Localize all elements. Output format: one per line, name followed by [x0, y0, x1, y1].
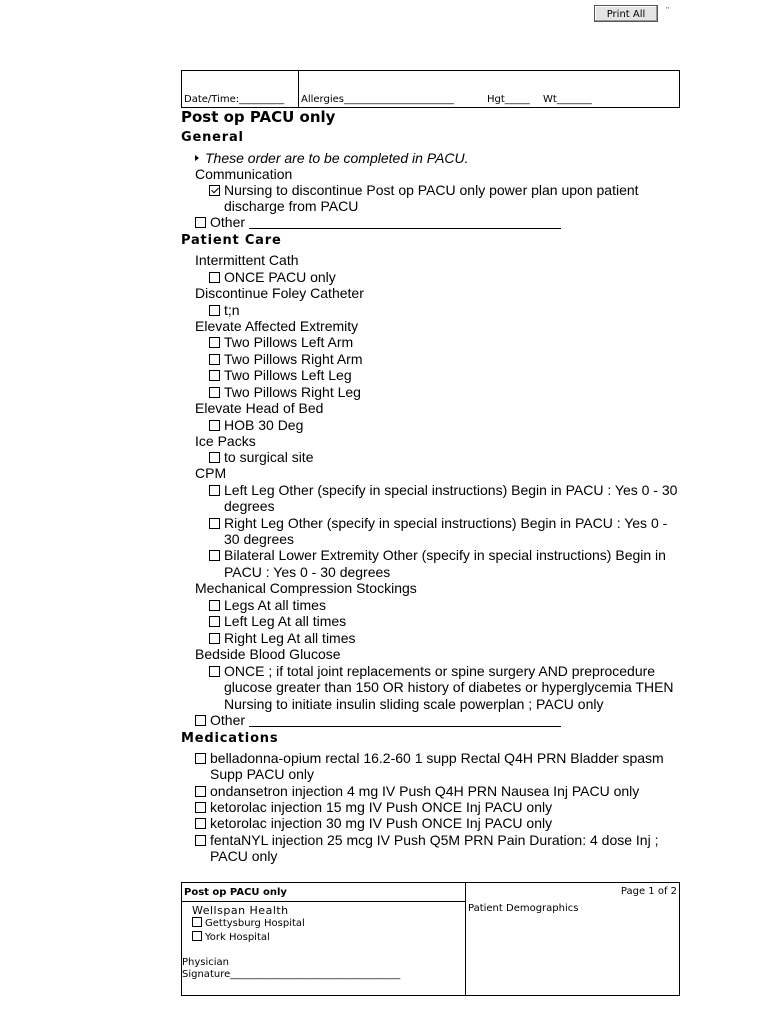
order-glucose-once[interactable]: ONCE ; if total joint replacements or spine surgery AND preprocedure: [209, 663, 655, 679]
order-patient-care-other[interactable]: Other: [195, 712, 561, 728]
weight-field[interactable]: Wt_______: [543, 94, 592, 105]
checkbox[interactable]: [195, 217, 206, 228]
order-once-pacu[interactable]: ONCE PACU only: [209, 269, 336, 285]
checkbox[interactable]: [209, 633, 220, 644]
date-time-field[interactable]: Date/Time:_________: [184, 94, 285, 105]
other-input-line[interactable]: [249, 714, 561, 727]
footer-box: [181, 882, 680, 996]
blood-glucose-heading: Bedside Blood Glucose: [195, 646, 341, 662]
footer-page-number: Page 1 of 2: [620, 886, 677, 897]
checkbox[interactable]: [209, 600, 220, 611]
order-ketorolac-30[interactable]: ketorolac injection 30 mg IV Push ONCE Inj PACU only: [195, 815, 552, 831]
height-field[interactable]: Hgt_____: [487, 94, 530, 105]
checkbox[interactable]: [209, 387, 220, 398]
order-glucose-cont-2: Nursing to initiate insulin sliding scale powerplan ; PACU only: [224, 696, 604, 712]
order-glucose-cont-1: glucose greater than 150 OR history of diabetes or hyperglycemia THEN: [224, 679, 674, 695]
order-pillows-right-arm[interactable]: Two Pillows Right Arm: [209, 351, 362, 367]
checkbox[interactable]: [195, 753, 206, 764]
allergies-field[interactable]: Allergies______________________: [301, 94, 454, 105]
order-cpm-right-leg[interactable]: Right Leg Other (specify in special instructions) Begin in PACU : Yes 0 -: [209, 515, 667, 531]
order-left-leg-all-times[interactable]: Left Leg At all times: [209, 613, 346, 629]
order-header-box: [181, 70, 680, 108]
footer-plan-title: Post op PACU only: [184, 887, 287, 898]
hospital-york[interactable]: York Hospital: [192, 931, 270, 943]
checkbox[interactable]: [209, 420, 220, 431]
checkbox[interactable]: [209, 485, 220, 496]
order-tn[interactable]: t;n: [209, 302, 240, 318]
order-fentanyl-cont: PACU only: [210, 848, 278, 864]
order-cpm-left-leg-cont: degrees: [224, 498, 275, 514]
order-belladonna[interactable]: belladonna-opium rectal 16.2-60 1 supp Rectal Q4H PRN Bladder spasm: [195, 750, 664, 766]
order-surgical-site[interactable]: to surgical site: [209, 449, 313, 465]
order-pillows-left-arm[interactable]: Two Pillows Left Arm: [209, 334, 353, 350]
order-cpm-right-leg-cont: 30 degrees: [224, 531, 295, 547]
checkbox[interactable]: [195, 835, 206, 846]
order-pillows-left-leg[interactable]: Two Pillows Left Leg: [209, 367, 352, 383]
checkbox[interactable]: [209, 370, 220, 381]
patient-demographics-label: Patient Demographics: [468, 903, 579, 914]
general-note: These order are to be completed in PACU.: [195, 150, 469, 166]
order-cpm-bilateral[interactable]: Bilateral Lower Extremity Other (specify in special instructions) Begin in: [209, 547, 666, 563]
checkbox[interactable]: [195, 715, 206, 726]
order-belladonna-cont: Supp PACU only: [210, 766, 315, 782]
checkbox[interactable]: [195, 786, 206, 797]
checkbox[interactable]: [192, 917, 202, 927]
physician-label: Physician: [182, 957, 230, 968]
footer-horizontal-divider: [182, 901, 466, 902]
order-cpm-bilateral-cont: PACU : Yes 0 - 30 degrees: [224, 564, 391, 580]
order-pillows-right-leg[interactable]: Two Pillows Right Leg: [209, 384, 361, 400]
section-medications: Medications: [181, 731, 279, 746]
checkbox[interactable]: [195, 802, 206, 813]
footer-organization: Wellspan Health: [192, 904, 289, 917]
order-ondansetron[interactable]: ondansetron injection 4 mg IV Push Q4H PRN Nausea Inj PACU only: [195, 783, 639, 799]
footer-vertical-divider: [465, 883, 466, 995]
print-all-button[interactable]: Print All: [594, 5, 658, 22]
communication-heading: Communication: [195, 166, 293, 182]
header-divider: [298, 71, 299, 107]
elevate-head-heading: Elevate Head of Bed: [195, 400, 324, 416]
order-nursing-discontinue[interactable]: Nursing to discontinue Post op PACU only power plan upon patient: [209, 182, 639, 198]
compression-heading: Mechanical Compression Stockings: [195, 580, 417, 596]
cpm-heading: CPM: [195, 465, 227, 481]
order-legs-all-times[interactable]: Legs At all times: [209, 597, 326, 613]
checkbox-checked[interactable]: [209, 185, 220, 196]
print-mark: '': [666, 6, 670, 15]
order-right-leg-all-times[interactable]: Right Leg At all times: [209, 630, 356, 646]
checkbox[interactable]: [209, 452, 220, 463]
bullet-arrow-icon: [195, 155, 199, 161]
elevate-extremity-heading: Elevate Affected Extremity: [195, 318, 359, 334]
checkbox[interactable]: [192, 931, 202, 941]
signature-field[interactable]: Signature__________________________________: [182, 969, 401, 980]
section-patient-care: Patient Care: [181, 233, 282, 248]
hospital-gettysburg[interactable]: Gettysburg Hospital: [192, 917, 305, 929]
checkbox[interactable]: [195, 818, 206, 829]
order-ketorolac-15[interactable]: ketorolac injection 15 mg IV Push ONCE Inj PACU only: [195, 799, 552, 815]
discontinue-foley-heading: Discontinue Foley Catheter: [195, 285, 364, 301]
order-general-other[interactable]: Other: [195, 214, 561, 230]
section-general: General: [181, 130, 244, 145]
checkbox[interactable]: [209, 518, 220, 529]
intermittent-cath-heading: Intermittent Cath: [195, 252, 299, 268]
order-nursing-discontinue-cont: discharge from PACU: [224, 198, 359, 214]
checkbox[interactable]: [209, 305, 220, 316]
other-input-line[interactable]: [249, 216, 561, 229]
checkbox[interactable]: [209, 272, 220, 283]
checkbox[interactable]: [209, 616, 220, 627]
checkbox[interactable]: [209, 550, 220, 561]
checkbox[interactable]: [209, 354, 220, 365]
order-cpm-left-leg[interactable]: Left Leg Other (specify in special instructions) Begin in PACU : Yes 0 - 30: [209, 482, 677, 498]
order-fentanyl[interactable]: fentaNYL injection 25 mcg IV Push Q5M PRN Pain Duration: 4 dose Inj ;: [195, 832, 659, 848]
ice-packs-heading: Ice Packs: [195, 433, 256, 449]
checkbox[interactable]: [209, 666, 220, 677]
checkbox[interactable]: [209, 337, 220, 348]
order-hob-30[interactable]: HOB 30 Deg: [209, 417, 303, 433]
page-title: Post op PACU only: [181, 108, 336, 126]
